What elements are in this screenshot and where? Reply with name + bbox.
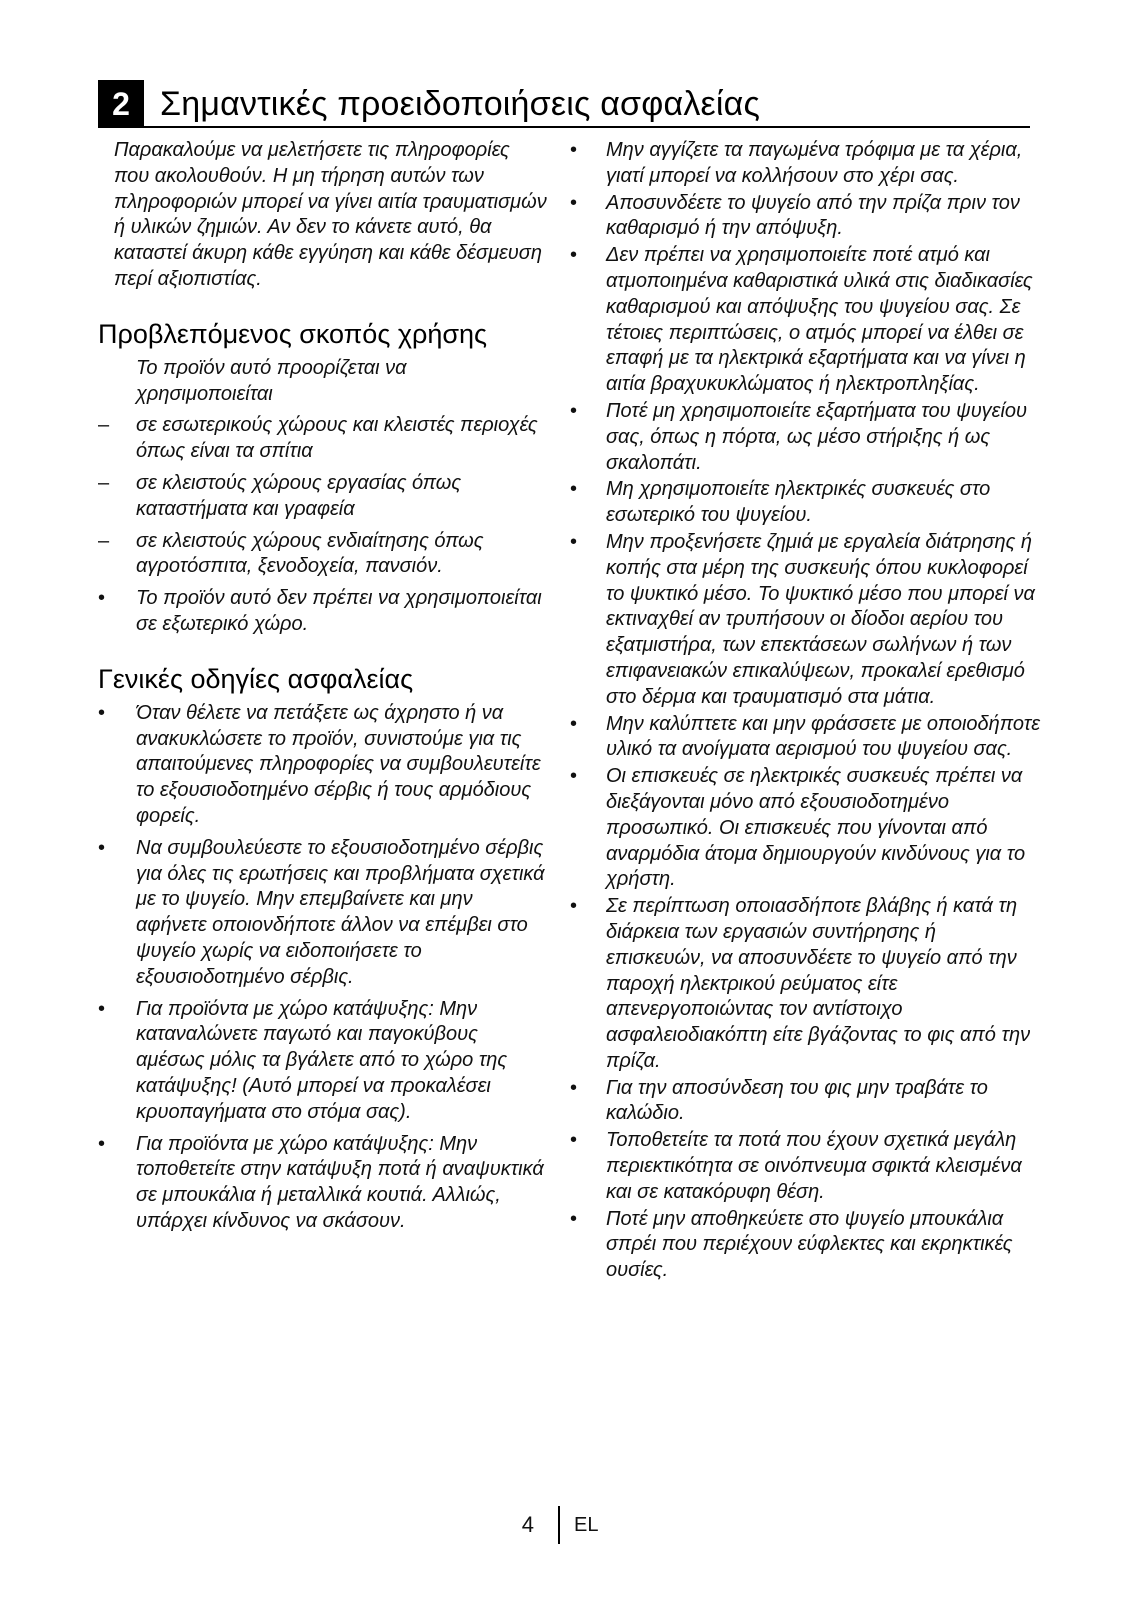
intended-use-item xyxy=(98,529,548,581)
safety-item xyxy=(98,701,548,830)
bullet-marker: • xyxy=(98,997,106,1020)
dash-marker: – xyxy=(98,529,110,552)
safety-item-text: Όταν θέλετε να πετάξετε ως άχρηστο ή να ανακυκλώσετε το προϊόν, συνιστούμε για τις απαιτούμενες πληροφορίες να συμβουλευτείτε το εξουσιοδοτημένο σέρβις ή τους αρμόδιους φορείς. xyxy=(136,701,541,827)
safety-item xyxy=(570,477,1040,529)
dash-marker: – xyxy=(98,414,110,437)
bullet-marker: • xyxy=(570,895,578,918)
intended-use-lead: Το προϊόν αυτό προορίζεται να χρησιμοποιείται xyxy=(136,356,407,405)
bullet-marker: • xyxy=(98,836,106,859)
intended-use-item xyxy=(98,413,548,465)
safety-item-text: Για προϊόντα με χώρο κατάψυξης: Μην καταναλώνετε παγωτό και παγοκύβους αμέσως μόλις τα βγάλετε από το χώρο της κατάψυξης! (Αυτό μπορεί να προκαλέσει κρυοπαγήματα στο στόμα σας). xyxy=(136,997,508,1123)
safety-item xyxy=(570,191,1040,243)
intended-use-item xyxy=(98,586,548,638)
safety-item-text: Μην προξενήσετε ζημιά με εργαλεία διάτρησης ή κοπής στα μέρη της συσκευής όπου κυκλοφορεί το ψυκτικό μέσο. Το ψυκτικό μέσο που μπορεί να εκτιναχθεί αν τρυπήσουν οι δίοδοι αερίου του εξατμιστήρα, των επεκτάσεων σωλήνων ή των επιφανειακών επικαλύψεων, προκαλεί ερεθισμό στο δέρμα και τραυματισμό στα μάτια. xyxy=(606,530,1035,708)
safety-item-text: Τοποθετείτε τα ποτά που έχουν σχετικά μεγάλη περιεκτικότητα σε οινόπνευμα σφικτά κλεισμένα και σε κατακόρυφη θέση. xyxy=(606,1129,1022,1203)
bullet-marker: • xyxy=(570,1207,578,1230)
bullet-marker: • xyxy=(570,765,578,788)
chapter-header xyxy=(98,80,1030,128)
safety-item-text: Οι επισκευές σε ηλεκτρικές συσκευές πρέπει να διεξάγονται μόνο από εξουσιοδοτημένο προσωπικό. Οι επισκευές που γίνονται από αναρμόδια άτομα δημιουργούν κινδύνους για το χρήστη. xyxy=(606,765,1026,891)
bullet-marker: • xyxy=(570,244,578,267)
page-number: 4 xyxy=(521,1512,534,1537)
safety-item-text: Να συμβουλεύεστε το εξουσιοδοτημένο σέρβις για όλες τις ερωτήσεις και προβλήματα σχετικά με το ψυγείο. Μην επεμβαίνετε και μην αφήνετε οποιονδήποτε άλλον να επέμβει στο ψυγείο χωρίς να ειδοποιήσετε το εξουσιοδοτημένο σέρβις. xyxy=(136,836,545,988)
page-footer xyxy=(0,1506,1128,1546)
left-column xyxy=(98,138,548,1241)
bullet-marker: • xyxy=(98,701,106,724)
safety-item-text: Δεν πρέπει να χρησιμοποιείτε ποτέ ατμό και ατμοποιημένα καθαριστικά υλικά στις διαδικασίες καθαρισμού και απόψυξης του ψυγείου σας. Σε τέτοιες περιπτώσεις, ο ατμός μπορεί να έλθει σε επαφή με τα ηλεκτρικά εξαρτήματα και να γίνει η αιτία βραχυκυκλώματος ή ηλεκτροπληξίας. xyxy=(606,244,1033,396)
safety-item xyxy=(570,1207,1040,1284)
safety-item xyxy=(570,1128,1040,1205)
safety-item-text: Για προϊόντα με χώρο κατάψυξης: Μην τοποθετείτε στην κατάψυξη ποτά ή αναψυκτικά σε μπουκάλια ή μεταλλικά κουτιά. Αλλιώς, υπάρχει κίνδυνος να σκάσουν. xyxy=(136,1132,544,1232)
right-column xyxy=(570,138,1040,1285)
intended-use-item-text: σε εσωτερικούς χώρους και κλειστές περιοχές όπως είναι τα σπίτια xyxy=(136,414,538,463)
section-heading-intended-use: Προβλεπόμενος σκοπός χρήσης xyxy=(98,318,488,349)
chapter-title: Σημαντικές προειδοποιήσεις ασφαλείας xyxy=(160,85,761,123)
header-rule xyxy=(144,126,1030,128)
bullet-marker: • xyxy=(98,587,106,610)
safety-item-text: Σε περίπτωση οποιασδήποτε βλάβης ή κατά τη διάρκεια των εργασιών συντήρησης ή επισκευών, να αποσυνδέετε το ψυγείο από την παροχή ηλεκτρικού ρεύματος είτε απενεργοποιώντας τον αντίστοιχο ασφαλειοδιακόπτη είτε βγάζοντας το φις από την πρίζα. xyxy=(606,895,1031,1072)
safety-item-text: Μη χρησιμοποιείτε ηλεκτρικές συσκευές στο εσωτερικό του ψυγείου. xyxy=(606,478,991,527)
bullet-marker: • xyxy=(570,191,578,214)
bullet-marker: • xyxy=(570,1129,578,1152)
safety-item xyxy=(570,138,1040,190)
safety-item-text: Μην καλύπτετε και μην φράσσετε με οποιοδήποτε υλικό τα ανοίγματα αερισμού του ψυγείου σας. xyxy=(606,712,1040,761)
language-code: EL xyxy=(574,1514,599,1536)
bullet-marker: • xyxy=(98,1132,106,1155)
safety-item xyxy=(570,1076,1040,1128)
intro-paragraph: Παρακαλούμε να μελετήσετε τις πληροφορίες που ακολουθούν. Η μη τήρηση αυτών των πληροφοριών μπορεί να γίνει αιτία τραυματισμών ή υλικών ζημιών. Αν δεν το κάνετε αυτό, θα καταστεί άκυρη κάθε εγγύηση και κάθε δέσμευση περί αξιοπιστίας. xyxy=(114,139,547,290)
bullet-marker: • xyxy=(570,478,578,501)
safety-item xyxy=(98,1132,548,1235)
safety-item xyxy=(570,712,1040,764)
bullet-marker: • xyxy=(570,712,578,735)
safety-item-text: Μην αγγίζετε τα παγωμένα τρόφιμα με τα χέρια, γιατί μπορεί να κολλήσουν στο χέρι σας. xyxy=(606,139,1023,187)
intended-use-item-text: σε κλειστούς χώρους εργασίας όπως καταστήματα και γραφεία xyxy=(136,471,462,520)
safety-item-text: Ποτέ μη χρησιμοποιείτε εξαρτήματα του ψυγείου σας, όπως η πόρτα, ως μέσο στήριξης ή ως σκαλοπάτι. xyxy=(606,399,1028,474)
bullet-marker: • xyxy=(570,139,578,161)
safety-item xyxy=(98,836,548,991)
bullet-marker: • xyxy=(570,399,578,422)
safety-item xyxy=(570,764,1040,893)
safety-item xyxy=(98,997,548,1126)
intended-use-item-text: Το προϊόν αυτό δεν πρέπει να χρησιμοποιείται σε εξωτερικό χώρο. xyxy=(136,587,542,635)
safety-item xyxy=(570,399,1040,476)
chapter-number-badge: 2 xyxy=(98,80,144,128)
footer-separator xyxy=(558,1506,560,1544)
bullet-marker: • xyxy=(570,530,578,553)
safety-item xyxy=(570,894,1040,1075)
intended-use-item-text: σε κλειστούς χώρους ενδιαίτησης όπως αγροτόσπιτα, ξενοδοχεία, πανσιόν. xyxy=(136,529,484,578)
intended-use-item xyxy=(98,471,548,523)
bullet-marker: • xyxy=(570,1076,578,1099)
safety-item-text: Ποτέ μην αποθηκεύετε στο ψυγείο μπουκάλια σπρέι που περιέχουν εύφλεκτες και εκρηκτικές ουσίες. xyxy=(606,1207,1013,1282)
safety-item-text: Για την αποσύνδεση του φις μην τραβάτε το καλώδιο. xyxy=(606,1076,988,1125)
safety-item xyxy=(570,530,1040,711)
safety-item-text: Αποσυνδέετε το ψυγείο από την πρίζα πριν τον καθαρισμό ή την απόψυξη. xyxy=(606,191,1020,240)
safety-item xyxy=(570,243,1040,398)
dash-marker: – xyxy=(98,471,110,494)
section-heading-general-safety: Γενικές οδηγίες ασφαλείας xyxy=(98,663,414,694)
